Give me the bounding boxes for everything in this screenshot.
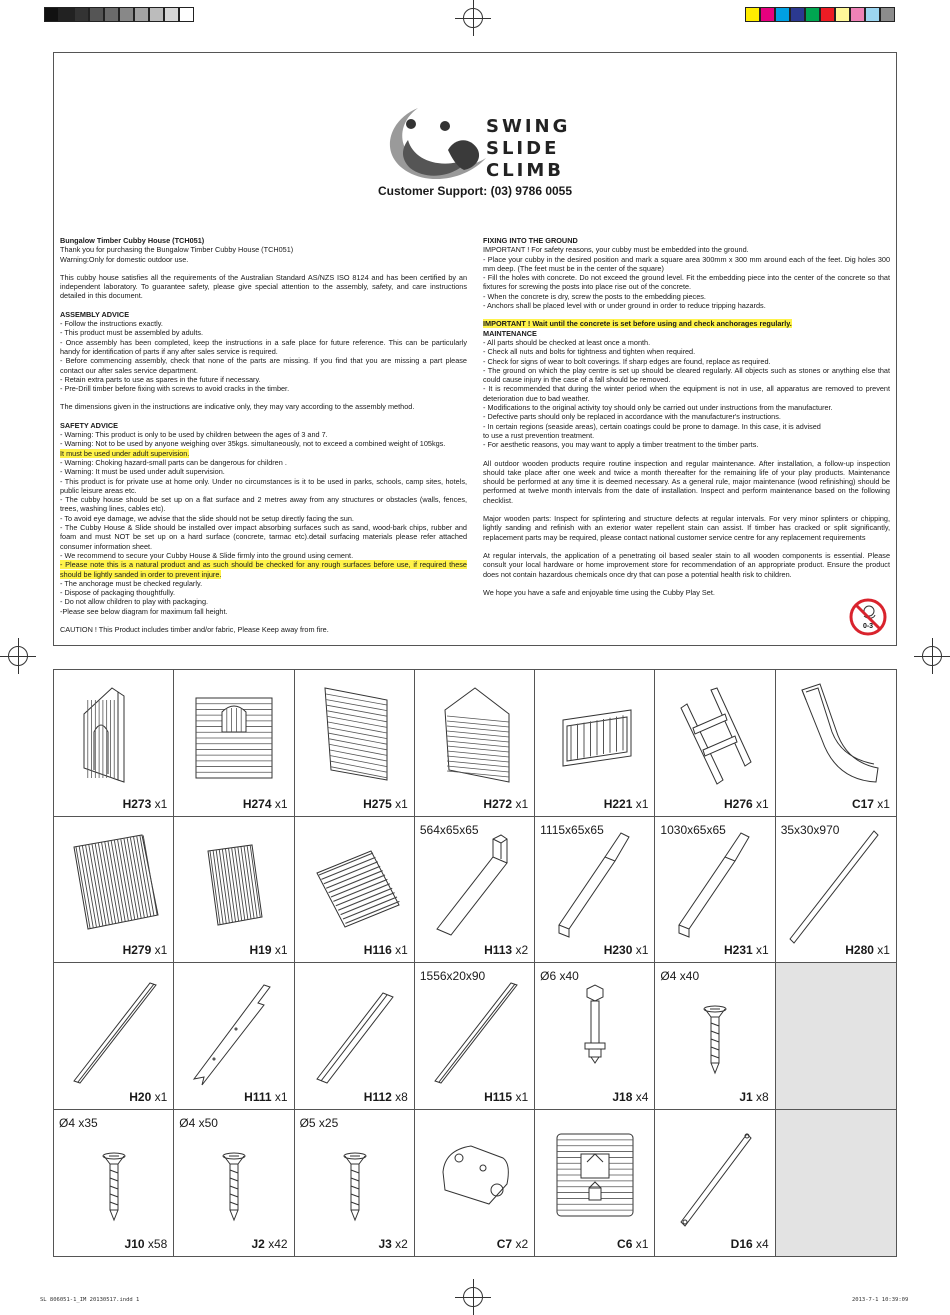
part-label xyxy=(244,1090,287,1104)
age-warning-label: 0-3 xyxy=(862,623,874,630)
text-line: - Fill the holes with concrete. Do not exceed the ground level. Fit the embedding piece into the center of the concrete so that fixtures for screwing the posts into place rise out of the concrete. xyxy=(483,273,890,292)
part-dimension: Ø4 x50 xyxy=(179,1115,218,1130)
text-line: - The Cubby House & Slide should be installed over impact absorbing surfaces such as sand, wood-bark chips, rubber and foam and must NOT be set up on a hard surface (concrete, tarmac etc).detail surfacing materials please refer attached consumer information sheet. xyxy=(60,523,467,551)
part-cell-h274 xyxy=(174,670,294,817)
part-code: H19 xyxy=(249,943,272,957)
text-line: - When the concrete is dry, screw the posts to the embedding pieces. xyxy=(483,291,706,301)
text-line xyxy=(483,329,890,338)
part-dimension: Ø4 x35 xyxy=(59,1115,98,1130)
bolt-illustration xyxy=(535,963,655,1109)
part-cell-h116 xyxy=(295,817,415,964)
text-line: - Retain extra parts to use as spares in the future if necessary. xyxy=(60,374,261,384)
post-long-illustration xyxy=(535,817,655,963)
empty-part-cell xyxy=(776,1110,896,1257)
part-quantity: x1 xyxy=(635,1237,649,1251)
screw-illustration xyxy=(54,1110,174,1256)
part-cell-h280 xyxy=(776,817,896,964)
color-swatch xyxy=(790,7,805,22)
paragraph xyxy=(483,514,890,542)
part-code: C7 xyxy=(496,1237,513,1251)
part-label xyxy=(483,797,528,811)
part-label xyxy=(123,797,168,811)
left-text-column xyxy=(60,236,467,643)
part-quantity: x8 xyxy=(395,1089,408,1104)
angle-strip-illustration xyxy=(295,963,415,1109)
part-code: J10 xyxy=(124,1237,145,1251)
gray-swatch xyxy=(59,7,74,22)
text-line: - This product must be assembled by adults. xyxy=(60,328,204,338)
part-code: H275 xyxy=(363,796,392,811)
footer-file-info: SL 806051-1_IM 20130517.indd 1 xyxy=(40,1297,140,1303)
gray-swatch xyxy=(119,7,134,22)
text-line: - This product is for private use at home only. Under no circumstances is it to be used in parks, schools, camp sites, hotels, public leisure areas etc. xyxy=(60,476,467,495)
part-code: D16 xyxy=(730,1237,753,1251)
text-line: - Warning: It must be used under adult supervision. xyxy=(60,467,225,477)
text-line: Thank you for purchasing the Bungalow Timber Cubby House (TCH051) xyxy=(60,245,294,255)
text-line: - Anchors shall be placed level with or under ground in order to reduce tripping hazards. xyxy=(483,301,766,311)
part-dimension: Ø5 x25 xyxy=(299,1115,339,1130)
paragraph xyxy=(60,625,467,634)
strip-illustration xyxy=(54,963,174,1109)
text-line: - Warning: This product is only to be used by children between the ages of 3 and 7. xyxy=(60,430,328,440)
part-quantity: x2 xyxy=(515,1237,529,1251)
gray-swatch xyxy=(74,7,89,22)
part-label xyxy=(739,1090,768,1104)
section-heading: MAINTENANCE xyxy=(483,328,537,338)
text-line: - In certain regions (seaside areas), certain coatings could be prone to damage. In this case, it is advised xyxy=(483,421,821,431)
text-line: to use a rust prevention treatment. xyxy=(483,430,595,440)
roof-large-illustration xyxy=(54,817,174,963)
paragraph xyxy=(483,588,890,597)
part-label xyxy=(484,1090,528,1104)
part-cell-h272 xyxy=(415,670,535,817)
text-line: This cubby house satisfies all the requirements of the Australian Standard AS/NZS ISO 8124 and has been certified by an independent laboratory. To guarantee safety, please give special attention to the assembly, safety, and care instructions detailed in this document. xyxy=(60,272,467,301)
gray-swatch xyxy=(44,7,59,22)
part-cell-j18 xyxy=(535,963,655,1110)
part-label xyxy=(724,797,769,811)
part-dimension: 564x65x65 xyxy=(419,822,479,837)
text-line: We hope you have a safe and enjoyable time using the Cubby Play Set. xyxy=(483,587,715,597)
part-cell-j10 xyxy=(54,1110,174,1257)
part-quantity: x1 xyxy=(274,1089,288,1104)
part-label xyxy=(845,943,890,957)
text-line: - Modifications to the original activity toy should only be carried out under instructions from the manufacturer. xyxy=(483,403,833,413)
part-code: H279 xyxy=(122,943,152,957)
part-code: H276 xyxy=(723,796,753,811)
part-label xyxy=(250,943,288,957)
part-code: H111 xyxy=(244,1089,272,1104)
part-label xyxy=(852,797,890,811)
highlighted-text: It must be used under adult supervision. xyxy=(60,448,190,458)
part-code: C17 xyxy=(851,796,874,811)
part-quantity: x2 xyxy=(515,943,529,957)
text-line: - The anchorage must be checked regularly. xyxy=(60,578,203,588)
text-line: - Warning: Not to be used by anyone weighing over 35kgs. simultaneously, not to exceed a combined weight of 105kgs. xyxy=(60,439,446,449)
text-line: - Check for signs of wear to bolt coverings. If sharp edges are found, replace as required. xyxy=(483,356,771,366)
part-code: H272 xyxy=(483,796,513,811)
part-quantity: x42 xyxy=(268,1237,288,1251)
age-warning-icon xyxy=(849,598,887,636)
rail-thin-illustration xyxy=(776,817,896,963)
part-quantity: x1 xyxy=(756,796,769,811)
gray-swatch xyxy=(134,7,149,22)
part-cell-c6 xyxy=(535,1110,655,1257)
color-swatch xyxy=(760,7,775,22)
text-line: - The cubby house should be set up on a flat surface and 2 metres away from any structures or obstacles (walls, fences, trees, washing lines, cables etc). xyxy=(60,495,467,514)
color-swatch xyxy=(850,7,865,22)
part-label xyxy=(484,943,528,957)
screw-illustration xyxy=(655,963,775,1109)
color-swatch xyxy=(835,7,850,22)
section-heading: Bungalow Timber Cubby House (TCH051) xyxy=(60,236,205,245)
registration-mark-right xyxy=(914,638,950,674)
footer-timestamp: 2013-7-1 10:39:09 xyxy=(852,1297,909,1303)
part-cell-h221 xyxy=(535,670,655,817)
text-line: - Warning: Choking hazard-small parts can be dangerous for children . xyxy=(60,457,287,467)
text-line: - It is recommended that during the winter period when the equipment is not in use, all apparatus are removed to prevent deterioration due to bad weather. xyxy=(483,384,890,403)
notched-strip-illustration xyxy=(174,963,294,1109)
gray-swatch xyxy=(149,7,164,22)
part-cell-h275 xyxy=(295,670,415,817)
part-label xyxy=(129,1090,167,1104)
brand-word-swing: SWING xyxy=(486,116,571,137)
part-dimension: 1115x65x65 xyxy=(540,822,604,837)
text-line: - Follow the instructions exactly. xyxy=(60,319,163,329)
part-quantity: x1 xyxy=(635,943,649,957)
part-quantity: x4 xyxy=(635,1089,649,1104)
highlighted-text: IMPORTANT ! Wait until the concrete is set before using and check anchorages regularly. xyxy=(483,319,792,329)
paragraph xyxy=(60,273,467,301)
strip-illustration xyxy=(415,963,535,1109)
text-line: The dimensions given in the instructions are indicative only, they may vary according to the assembly method. xyxy=(60,402,415,412)
part-quantity: x1 xyxy=(515,1089,529,1104)
text-line xyxy=(60,421,467,430)
part-label xyxy=(363,797,408,811)
part-code: H273 xyxy=(122,796,152,811)
part-quantity: x1 xyxy=(274,796,288,811)
part-cell-h113 xyxy=(415,817,535,964)
part-cell-h279 xyxy=(54,817,174,964)
part-code: H20 xyxy=(129,1089,152,1104)
text-line xyxy=(483,236,890,245)
part-cell-h19 xyxy=(174,817,294,964)
color-swatch xyxy=(805,7,820,22)
part-label xyxy=(612,1090,648,1104)
part-cell-c7 xyxy=(415,1110,535,1257)
text-line: - Check all nuts and bolts for tightness and tighten when required. xyxy=(483,347,696,357)
brand-word-slide: SLIDE xyxy=(486,138,560,159)
gray-swatch xyxy=(104,7,119,22)
part-quantity: x1 xyxy=(756,943,769,957)
section-heading: FIXING INTO THE GROUND xyxy=(483,236,578,245)
floor-illustration xyxy=(295,817,415,963)
paragraph xyxy=(483,319,890,449)
right-text-column xyxy=(483,236,890,606)
part-quantity: x58 xyxy=(147,1237,168,1251)
mailbox-illustration xyxy=(535,1110,655,1256)
part-label xyxy=(724,943,769,957)
text-line: -Please see below diagram for maximum fall height. xyxy=(60,606,228,616)
part-label xyxy=(364,1090,408,1104)
part-dimension: 1556x20x90 xyxy=(419,969,486,983)
part-code: H113 xyxy=(484,943,513,957)
gray-swatch xyxy=(89,7,104,22)
text-line xyxy=(60,310,467,319)
paragraph xyxy=(60,236,467,264)
text-line: - We recommend to secure your Cubby House & Slide firmly into the ground using cement. xyxy=(60,550,354,560)
part-code: H230 xyxy=(603,943,633,957)
highlighted-text: - Please note this is a natural product and as such should be checked for any rough surfaces before use, if required these should be lightly sanded in order to prevent injure. xyxy=(60,560,467,579)
color-swatch xyxy=(775,7,790,22)
gray-swatch xyxy=(164,7,179,22)
text-line: - Pre-Drill timber before fixing with screws to avoid cracks in the timber. xyxy=(60,384,290,394)
gray-swatch-bar xyxy=(44,7,194,22)
part-cell-d16 xyxy=(655,1110,775,1257)
part-quantity: x1 xyxy=(274,943,288,957)
part-cell-h276 xyxy=(655,670,775,817)
part-label xyxy=(731,1237,769,1251)
paragraph xyxy=(60,402,467,411)
part-quantity: x1 xyxy=(635,796,649,811)
part-code: H280 xyxy=(845,943,874,957)
part-label xyxy=(364,943,408,957)
part-quantity: x8 xyxy=(756,1089,769,1104)
part-code: H274 xyxy=(242,796,272,811)
text-line: - For aesthetic reasons, you may want to apply a timber treatment to the timber parts. xyxy=(483,440,759,450)
part-code: C6 xyxy=(617,1237,633,1251)
roof-small-illustration xyxy=(174,817,294,963)
text-line xyxy=(60,560,467,579)
text-line xyxy=(60,449,467,458)
part-quantity: x1 xyxy=(877,943,890,957)
part-dimension: 35x30x970 xyxy=(780,822,840,837)
strap-illustration xyxy=(655,1110,775,1256)
part-quantity: x2 xyxy=(395,1237,408,1251)
paragraph xyxy=(483,551,890,579)
section-heading: SAFETY ADVICE xyxy=(60,420,118,430)
part-cell-h115 xyxy=(415,963,535,1110)
part-cell-h231 xyxy=(655,817,775,964)
text-line: - The ground on which the play centre is set up should be cleared regularly. All objects such as stones or anything else that could cause injury in the case of a fall should be removed. xyxy=(483,365,890,385)
part-label xyxy=(617,1237,648,1251)
text-line: - Dispose of packaging thoughtfully. xyxy=(60,588,176,598)
text-line: - Place your cubby in the desired position and mark a square area 300mm x 300 mm around each of the feet. Dig holes 300 mm deep. (The feet must be in the center of the square) xyxy=(483,254,890,273)
text-line: IMPORTANT ! For safety reasons, your cubby must be embedded into the ground. xyxy=(483,245,749,255)
registration-mark-left xyxy=(0,638,36,674)
post-short-illustration xyxy=(415,817,535,963)
part-label xyxy=(125,1237,168,1251)
part-quantity: x1 xyxy=(395,796,408,811)
post-long-illustration xyxy=(655,817,775,963)
registration-mark-bottom xyxy=(455,1279,491,1315)
section-heading: ASSEMBLY ADVICE xyxy=(60,309,130,319)
part-code: H116 xyxy=(363,943,392,957)
text-line: CAUTION ! This Product includes timber and/or fabric, Please Keep away from fire. xyxy=(60,624,329,634)
paragraph xyxy=(483,459,890,505)
text-line: - Defective parts should only be replaced in accordance with the manufacturer's instructions. xyxy=(483,412,781,422)
part-cell-j2 xyxy=(174,1110,294,1257)
text-line: - Do not allow children to play with packaging. xyxy=(60,597,209,607)
color-swatch-bar xyxy=(745,7,895,22)
part-cell-h273 xyxy=(54,670,174,817)
color-swatch xyxy=(820,7,835,22)
paragraph xyxy=(60,310,467,394)
part-code: J2 xyxy=(251,1237,265,1251)
text-line: - To avoid eye damage, we advise that the slide should not be setup directly facing the sun. xyxy=(60,513,354,523)
part-cell-h112 xyxy=(295,963,415,1110)
part-label xyxy=(378,1237,407,1251)
part-label xyxy=(123,943,168,957)
customer-support-line: Customer Support: (03) 9786 0055 xyxy=(377,184,573,198)
telescope-illustration xyxy=(415,1110,535,1256)
part-label xyxy=(252,1237,288,1251)
part-code: H221 xyxy=(603,796,633,811)
color-swatch xyxy=(745,7,760,22)
paragraph xyxy=(483,236,890,310)
part-label xyxy=(243,797,288,811)
gray-swatch xyxy=(179,7,194,22)
part-quantity: x1 xyxy=(154,1089,168,1104)
part-label xyxy=(604,797,649,811)
screw-illustration xyxy=(295,1110,415,1256)
part-dimension: 1030x65x65 xyxy=(660,822,726,837)
text-line: All outdoor wooden products require routine inspection and regular maintenance. After installation, a follow-up inspection should take place after one week and twice a month thereafter for the remaining life of your play products. Maintenance should be performed at any time it is deemed necessary. As a general rule, major maintenance (wood refinishing) should be performed at twelve month intervals from the date of installation. Inspect and perform maintenance based on the following checklist. xyxy=(483,458,890,505)
color-swatch xyxy=(880,7,895,22)
wall-gable-illustration xyxy=(415,670,535,816)
part-code: H231 xyxy=(723,943,753,957)
slide-illustration xyxy=(776,670,896,816)
parts-grid xyxy=(53,669,897,1257)
part-code: J18 xyxy=(612,1089,633,1104)
part-quantity: x1 xyxy=(154,796,168,811)
part-cell-h111 xyxy=(174,963,294,1110)
part-cell-h230 xyxy=(535,817,655,964)
text-line: At regular intervals, the application of a penetrating oil based sealer stain to all wooden components is essential. Please consult your local hardware or home improvement store for recommendation of an appropriate product. Ensure the product does not contain hazardous chemicals once dry that can pose a potential health risk to children. xyxy=(483,550,890,579)
part-dimension: Ø6 x40 xyxy=(540,969,579,983)
part-cell-c17 xyxy=(776,670,896,817)
text-line xyxy=(483,319,890,328)
paragraph xyxy=(60,421,467,616)
empty-part-cell xyxy=(776,963,896,1110)
text-line: - Before commencing assembly, check that none of the parts are missing. If you find that you are missing a part please contact our after sales service department. xyxy=(60,356,467,375)
railing-illustration xyxy=(535,670,655,816)
brand-word-climb: CLIMB xyxy=(486,160,565,181)
part-quantity: x1 xyxy=(877,796,890,811)
ladder-illustration xyxy=(655,670,775,816)
part-quantity: x1 xyxy=(515,796,529,811)
part-cell-h20 xyxy=(54,963,174,1110)
part-code: J3 xyxy=(378,1237,392,1251)
screw-illustration xyxy=(174,1110,294,1256)
part-quantity: x1 xyxy=(395,943,408,957)
part-code: J1 xyxy=(739,1089,753,1104)
part-label xyxy=(497,1237,528,1251)
wall-arch-illustration xyxy=(54,670,174,816)
registration-mark-top xyxy=(455,0,491,36)
wall-window-illustration xyxy=(174,670,294,816)
part-dimension: Ø4 x40 xyxy=(660,969,700,983)
part-code: H112 xyxy=(363,1089,392,1104)
text-line: Major wooden parts: Inspect for splintering and structure defects at regular intervals. For very minor splinters or chipping, lightly sanding and refinish with an exterior water repellent stain can assist. If timber has cracked or split significantly, replacement parts may be required, please contact national customer service centre for any replacement requirements xyxy=(483,514,890,542)
part-cell-j3 xyxy=(295,1110,415,1257)
text-line: - Once assembly has been completed, keep the instructions in a safe place for future reference. This can be particularly handy for identification of parts if any after sales service is required. xyxy=(60,337,467,356)
part-quantity: x1 xyxy=(154,943,168,957)
text-line: Warning:Only for domestic outdoor use. xyxy=(60,254,189,264)
part-cell-j1 xyxy=(655,963,775,1110)
text-line xyxy=(60,236,467,245)
text-line: - All parts should be checked at least once a month. xyxy=(483,337,651,347)
part-code: H115 xyxy=(484,1089,513,1104)
part-quantity: x4 xyxy=(756,1237,769,1251)
color-swatch xyxy=(865,7,880,22)
wall-panel-illustration xyxy=(295,670,415,816)
part-label xyxy=(604,943,649,957)
